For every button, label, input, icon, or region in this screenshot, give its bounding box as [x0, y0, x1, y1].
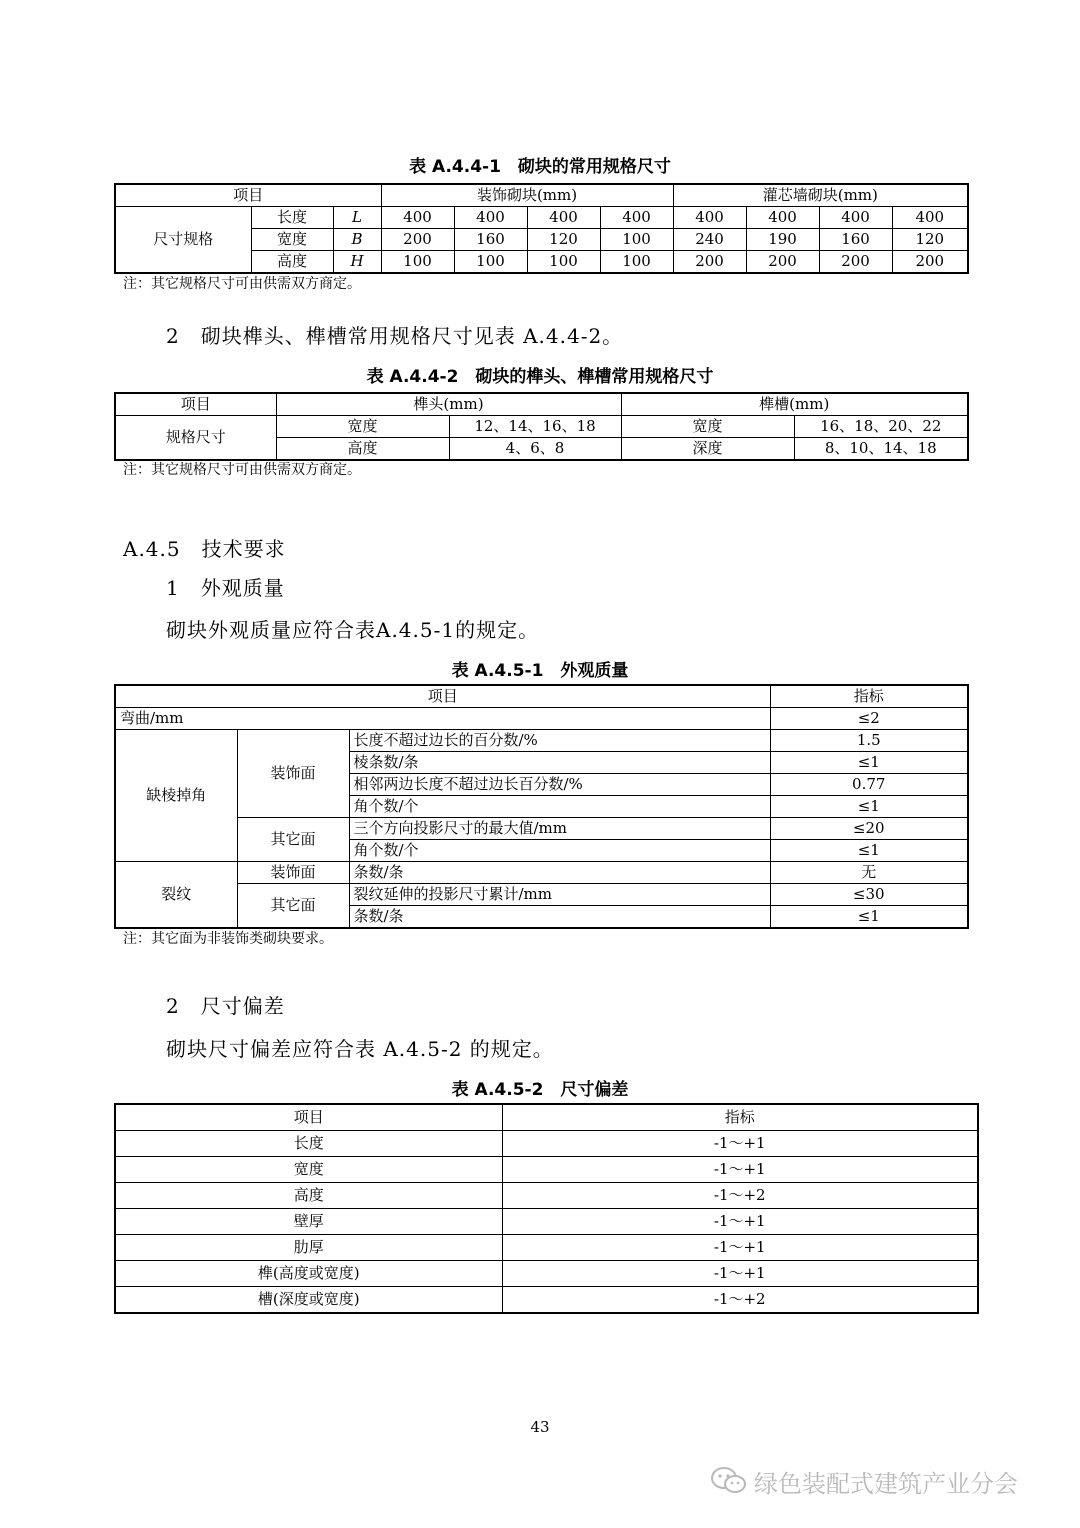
table-row	[115, 207, 968, 229]
cell: 100	[527, 251, 600, 274]
face-label: 其它面	[237, 884, 349, 929]
cell: ≤1	[770, 840, 968, 862]
header-item: 项目	[115, 184, 381, 207]
table3-note: 注：其它面为非装饰类砌块要求。	[123, 931, 333, 947]
cell: 角个数/个	[349, 840, 770, 862]
table-row	[115, 1287, 978, 1314]
watermark-text: 绿色装配式建筑产业分会	[754, 1470, 1018, 1498]
dim-symbol: H	[333, 251, 381, 274]
paragraph-deviation: 砌块尺寸偏差应符合表 A.4.5-2 的规定。	[166, 1037, 554, 1061]
face-label: 装饰面	[237, 862, 349, 884]
header-tenon: 榫头(mm)	[276, 393, 621, 416]
cell: ≤20	[770, 818, 968, 840]
table-row	[115, 1235, 978, 1261]
cell: 4、6、8	[449, 438, 621, 461]
cell: 160	[819, 229, 892, 251]
cell: 200	[819, 251, 892, 274]
cell: 高度	[276, 438, 449, 461]
cell: 条数/条	[349, 862, 770, 884]
table-row	[115, 730, 968, 752]
cell: 16、18、20、22	[794, 416, 968, 438]
paragraph-appearance: 砌块外观质量应符合表A.4.5-1的规定。	[166, 618, 540, 642]
subheading-deviation: 2 尺寸偏差	[166, 994, 285, 1018]
table-row	[115, 1183, 978, 1209]
cell: 400	[673, 207, 746, 229]
cell: 200	[746, 251, 819, 274]
cell: -1～+2	[502, 1183, 978, 1209]
table-row	[115, 708, 968, 730]
cell: 壁厚	[115, 1209, 502, 1235]
cell: 240	[673, 229, 746, 251]
table-row	[115, 1209, 978, 1235]
table2-note: 注：其它规格尺寸可由供需双方商定。	[123, 462, 361, 478]
table-appearance-quality	[114, 684, 969, 929]
cell: 400	[454, 207, 527, 229]
table-row	[115, 1157, 978, 1183]
cell: 宽度	[115, 1157, 502, 1183]
cell: 12、14、16、18	[449, 416, 621, 438]
cell: -1～+1	[502, 1131, 978, 1157]
cell: -1～+2	[502, 1287, 978, 1314]
table-row	[115, 1261, 978, 1287]
cell: 190	[746, 229, 819, 251]
cell: 宽度	[621, 416, 794, 438]
cell: ≤2	[770, 708, 968, 730]
row-group-label: 尺寸规格	[115, 207, 251, 274]
cell: 相邻两边长度不超过边长百分数/%	[349, 774, 770, 796]
cell: -1～+1	[502, 1157, 978, 1183]
cell: 400	[819, 207, 892, 229]
table2-caption: 表 A.4.4-2 砌块的榫头、榫槽常用规格尺寸	[366, 367, 714, 387]
table-size-deviation	[114, 1103, 979, 1314]
watermark	[710, 1462, 1050, 1498]
row-group-label: 缺棱掉角	[115, 730, 237, 862]
dim-name: 高度	[251, 251, 333, 274]
cell: 400	[527, 207, 600, 229]
face-label: 装饰面	[237, 730, 349, 818]
section-heading: A.4.5 技术要求	[123, 537, 286, 561]
cell: 200	[892, 251, 968, 274]
header-groove: 榫槽(mm)	[621, 393, 968, 416]
cell: ≤1	[770, 796, 968, 818]
table-block-sizes	[114, 183, 969, 274]
cell: 400	[600, 207, 673, 229]
paragraph-tenon-sizes: 2 砌块榫头、榫槽常用规格尺寸见表 A.4.4-2。	[166, 324, 624, 348]
dim-name: 宽度	[251, 229, 333, 251]
dim-symbol: B	[333, 229, 381, 251]
table-tenon-sizes	[114, 392, 969, 461]
cell: 肋厚	[115, 1235, 502, 1261]
cell: 0.77	[770, 774, 968, 796]
header-index: 指标	[502, 1104, 978, 1131]
cell: 400	[892, 207, 968, 229]
table-row	[115, 1131, 978, 1157]
cell: 无	[770, 862, 968, 884]
cell: 120	[527, 229, 600, 251]
cell: 榫(高度或宽度)	[115, 1261, 502, 1287]
cell: 100	[454, 251, 527, 274]
header-item: 项目	[115, 685, 770, 708]
table-row	[115, 416, 968, 438]
table4-caption: 表 A.4.5-2 尺寸偏差	[451, 1080, 629, 1100]
table1-caption: 表 A.4.4-1 砌块的常用规格尺寸	[409, 157, 671, 177]
header-grout-block: 灌芯墙砌块(mm)	[673, 184, 968, 207]
table1-note: 注：其它规格尺寸可由供需双方商定。	[123, 276, 361, 292]
cell: 条数/条	[349, 906, 770, 929]
row-group-label: 裂纹	[115, 862, 237, 929]
cell: 角个数/个	[349, 796, 770, 818]
cell: 400	[746, 207, 819, 229]
cell: 100	[381, 251, 454, 274]
cell: 长度	[115, 1131, 502, 1157]
cell: 高度	[115, 1183, 502, 1209]
header-decor-block: 装饰砌块(mm)	[381, 184, 673, 207]
page-number: 43	[530, 1418, 550, 1436]
dim-symbol: L	[333, 207, 381, 229]
table-row	[115, 862, 968, 884]
cell: 长度不超过边长的百分数/%	[349, 730, 770, 752]
cell: -1～+1	[502, 1235, 978, 1261]
cell: ≤30	[770, 884, 968, 906]
cell: 宽度	[276, 416, 449, 438]
header-item: 项目	[115, 393, 276, 416]
cell: 200	[381, 229, 454, 251]
row-group-label: 规格尺寸	[115, 416, 276, 461]
cell: 8、10、14、18	[794, 438, 968, 461]
table3-caption: 表 A.4.5-1 外观质量	[451, 661, 629, 681]
cell: ≤1	[770, 752, 968, 774]
cell: 三个方向投影尺寸的最大值/mm	[349, 818, 770, 840]
subheading-appearance: 1 外观质量	[166, 576, 285, 600]
face-label: 其它面	[237, 818, 349, 862]
cell: 深度	[621, 438, 794, 461]
cell: 160	[454, 229, 527, 251]
cell: 100	[600, 251, 673, 274]
header-item: 项目	[115, 1104, 502, 1131]
cell: 100	[600, 229, 673, 251]
cell: -1～+1	[502, 1209, 978, 1235]
cell: 1.5	[770, 730, 968, 752]
cell: -1～+1	[502, 1261, 978, 1287]
cell: 200	[673, 251, 746, 274]
cell: 弯曲/mm	[115, 708, 770, 730]
wechat-icon	[710, 1466, 748, 1496]
cell: 裂纹延伸的投影尺寸累计/mm	[349, 884, 770, 906]
cell: 120	[892, 229, 968, 251]
cell: 400	[381, 207, 454, 229]
header-index: 指标	[770, 685, 968, 708]
table-row	[115, 884, 968, 906]
cell: ≤1	[770, 906, 968, 929]
dim-name: 长度	[251, 207, 333, 229]
cell: 棱条数/条	[349, 752, 770, 774]
cell: 槽(深度或宽度)	[115, 1287, 502, 1314]
table-row	[115, 818, 968, 840]
